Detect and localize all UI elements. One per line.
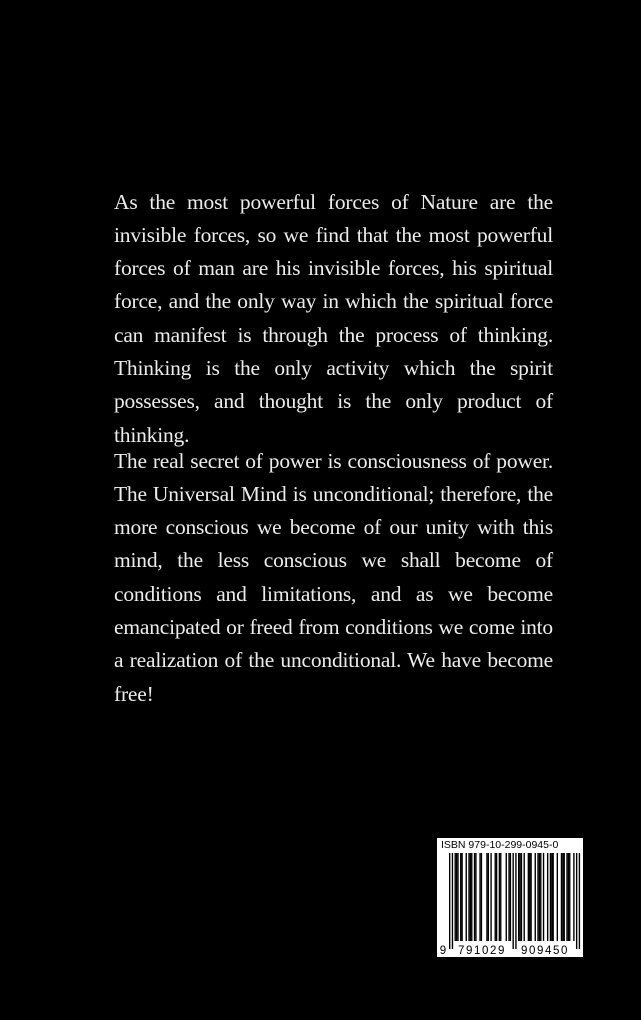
barcode-bar (518, 853, 519, 941)
barcode-bar (543, 853, 544, 941)
barcode-digits-right: 909450 (521, 945, 569, 957)
barcode-bar (496, 853, 497, 941)
barcode-bar (553, 853, 554, 941)
back-cover-paragraph-2: The real secret of power is consciousness of power. The Universal Mind is unconditional; therefore, the more conscious we become of our unity with this mind, the less conscious we shall become of conditions and limitations, and as we become emancipated or freed from conditions we come into a realization of the unconditional. We have become free! (114, 448, 553, 706)
barcode-guard-bar (512, 853, 513, 949)
barcode-guard-bar (579, 853, 580, 949)
barcode-bar (461, 853, 462, 941)
barcode-digits-left: 791029 (458, 945, 506, 957)
barcode-bar (547, 853, 548, 941)
barcode-guard-bar (449, 853, 450, 949)
barcode-bar (566, 853, 567, 941)
barcode-bar (550, 853, 551, 941)
barcode-bar (568, 853, 569, 941)
barcode-bar (474, 853, 475, 941)
barcode-bar (506, 853, 507, 941)
barcode-bar (564, 853, 565, 941)
barcode-bar (530, 853, 531, 941)
barcode-bar (455, 853, 456, 941)
barcode-bar (495, 853, 496, 941)
barcode-bar (539, 853, 540, 941)
barcode-bar (524, 853, 525, 941)
barcode-bar (569, 853, 570, 941)
barcode-bar (528, 853, 529, 941)
isbn-barcode-block (437, 838, 583, 957)
barcode-bar (540, 853, 541, 941)
isbn-label: ISBN 979-10-299-0945-0 (441, 839, 559, 851)
barcode-digit-first: 9 (439, 945, 447, 957)
barcode-bar (562, 853, 563, 941)
barcode-bar (460, 853, 461, 941)
barcode-bar (573, 853, 574, 941)
back-cover-paragraph-1: As the most powerful forces of Nature are the invisible forces, so we find that the most powerful forces of man are his invisible forces, his spiritual force, and the only way in which the spiritual force can manifest is through the process of thinking. Thinking is the only activity which the spirit possesses, and thought is the only product of thinking. (114, 189, 553, 447)
barcode-bar (519, 853, 520, 941)
barcode-bar (466, 853, 467, 941)
barcode-bar (479, 853, 480, 941)
barcode-bar (535, 853, 536, 941)
barcode-bar (470, 853, 471, 941)
barcode-guard-bar (515, 853, 516, 949)
barcode-guard-bar (452, 853, 453, 949)
barcode-bar (456, 853, 457, 941)
barcode-bar (471, 853, 472, 941)
barcode-bars (449, 853, 580, 949)
barcode-bar (457, 853, 458, 941)
barcode-bar (488, 853, 489, 941)
barcode-bar (486, 853, 487, 941)
barcode-bar (510, 853, 511, 941)
barcode-bar (481, 853, 482, 941)
barcode-bar (551, 853, 552, 941)
barcode-bar (490, 853, 491, 941)
barcode-bar (537, 853, 538, 941)
barcode-bar (529, 853, 530, 941)
barcode-bar (508, 853, 509, 941)
barcode-bar (500, 853, 501, 941)
barcode-bar (561, 853, 562, 941)
barcode-bar (521, 853, 522, 941)
barcode-bar (475, 853, 476, 941)
barcode-image (437, 838, 583, 957)
barcode-bar (557, 853, 558, 941)
barcode-bar (468, 853, 469, 941)
barcode-guard-bar (576, 853, 577, 949)
barcode-bar (499, 853, 500, 941)
